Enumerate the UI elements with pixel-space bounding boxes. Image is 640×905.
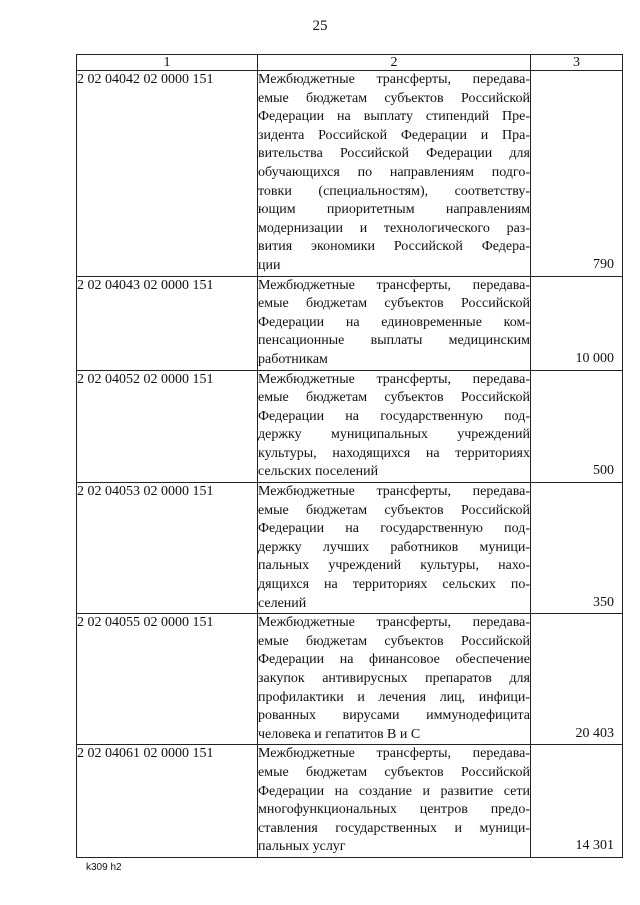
budget-table: [76, 54, 623, 858]
description-line: Межбюджетные трансферты, передава-: [258, 484, 530, 500]
description-line: товки (специальностям), соответству-: [258, 183, 530, 199]
description-line: ющим приоритетным направлениям: [258, 202, 530, 218]
description-line: Федерации на финансовое обеспечение: [258, 652, 530, 668]
footer-code: k309 h2: [86, 862, 122, 873]
description-line: пенсационные выплаты медицинским: [258, 333, 530, 349]
description-line: Федерации на государственную под-: [258, 521, 530, 537]
description-cell: [258, 71, 531, 277]
table-row: [77, 276, 623, 370]
description-line: емые бюджетам субъектов Российской: [258, 633, 530, 649]
description-line: Федерации на создание и развитие сети: [258, 783, 530, 799]
description-line: держку лучших работников муници-: [258, 539, 530, 555]
budget-code-cell: 2 02 04053 02 0000 151: [77, 483, 258, 614]
description-line: ции: [258, 257, 281, 273]
description-line: Федерации на государственную под-: [258, 408, 530, 424]
description-line: Федерации на выплату стипендий Пре-: [258, 109, 530, 125]
description-line: дящихся на территориях сельских по-: [258, 577, 530, 593]
budget-code-cell: 2 02 04055 02 0000 151: [77, 614, 258, 745]
description-line: емые бюджетам субъектов Российской: [258, 502, 530, 518]
budget-code-cell: 2 02 04042 02 0000 151: [77, 71, 258, 277]
description-line: зидента Российской Федерации и Пра-: [258, 127, 530, 143]
table-row: [77, 745, 623, 858]
description-line: ставления государственных и муници-: [258, 820, 530, 836]
description-line: пальных услуг: [258, 839, 346, 855]
description-line: Федерации на единовременные ком-: [258, 314, 530, 330]
description-cell: [258, 614, 531, 745]
amount-cell: 10 000: [531, 276, 623, 370]
description-line: сельских поселений: [258, 464, 379, 480]
description-line: селений: [258, 595, 307, 611]
budget-code-cell: 2 02 04052 02 0000 151: [77, 370, 258, 483]
description-line: человека и гепатитов B и C: [258, 726, 421, 742]
budget-code-cell: 2 02 04061 02 0000 151: [77, 745, 258, 858]
description-line: многофункциональных центров предо-: [258, 802, 530, 818]
description-line: Межбюджетные трансферты, передава-: [258, 72, 530, 87]
description-cell: [258, 276, 531, 370]
description-line: вительства Российской Федерации для: [258, 146, 530, 162]
column-header: 3: [531, 55, 623, 71]
description-line: Межбюджетные трансферты, передава-: [258, 371, 530, 387]
table-row: [77, 483, 623, 614]
description-line: емые бюджетам субъектов Российской: [258, 390, 530, 406]
description-line: профилактики и лечения лиц, инфици-: [258, 689, 530, 705]
description-line: рованных вирусами иммунодефицита: [258, 708, 530, 724]
amount-cell: 14 301: [531, 745, 623, 858]
amount-cell: 350: [531, 483, 623, 614]
description-line: пальных учреждений культуры, нахо-: [258, 558, 530, 574]
description-line: модернизации и технологического раз-: [258, 220, 530, 236]
amount-cell: 790: [531, 71, 623, 277]
table-row: [77, 71, 623, 277]
description-line: вития экономики Российской Федера-: [258, 239, 530, 255]
page-number: 25: [312, 18, 328, 34]
description-line: держку муниципальных учреждений: [258, 427, 530, 443]
description-line: закупок антивирусных препаратов для: [258, 671, 530, 686]
amount-cell: 20 403: [531, 614, 623, 745]
description-line: Межбюджетные трансферты, передава-: [258, 615, 530, 631]
table-header-row: [77, 55, 623, 71]
description-cell: [258, 483, 531, 614]
description-line: емые бюджетам субъектов Российской: [258, 90, 530, 106]
description-line: культуры, находящихся на территориях: [258, 445, 530, 461]
description-line: работникам: [258, 351, 328, 367]
table-body: [77, 71, 623, 858]
description-cell: [258, 370, 531, 483]
description-line: Межбюджетные трансферты, передава-: [258, 277, 530, 293]
description-line: емые бюджетам субъектов Российской: [258, 764, 530, 780]
budget-code-cell: 2 02 04043 02 0000 151: [77, 276, 258, 370]
column-header: 2: [258, 55, 531, 71]
amount-cell: 500: [531, 370, 623, 483]
description-line: обучающихся по направлениям подго-: [258, 164, 530, 180]
table-row: [77, 614, 623, 745]
description-cell: [258, 745, 531, 858]
column-header: 1: [77, 55, 258, 71]
table-row: [77, 370, 623, 483]
description-line: емые бюджетам субъектов Российской: [258, 296, 530, 312]
description-line: Межбюджетные трансферты, передава-: [258, 746, 530, 762]
